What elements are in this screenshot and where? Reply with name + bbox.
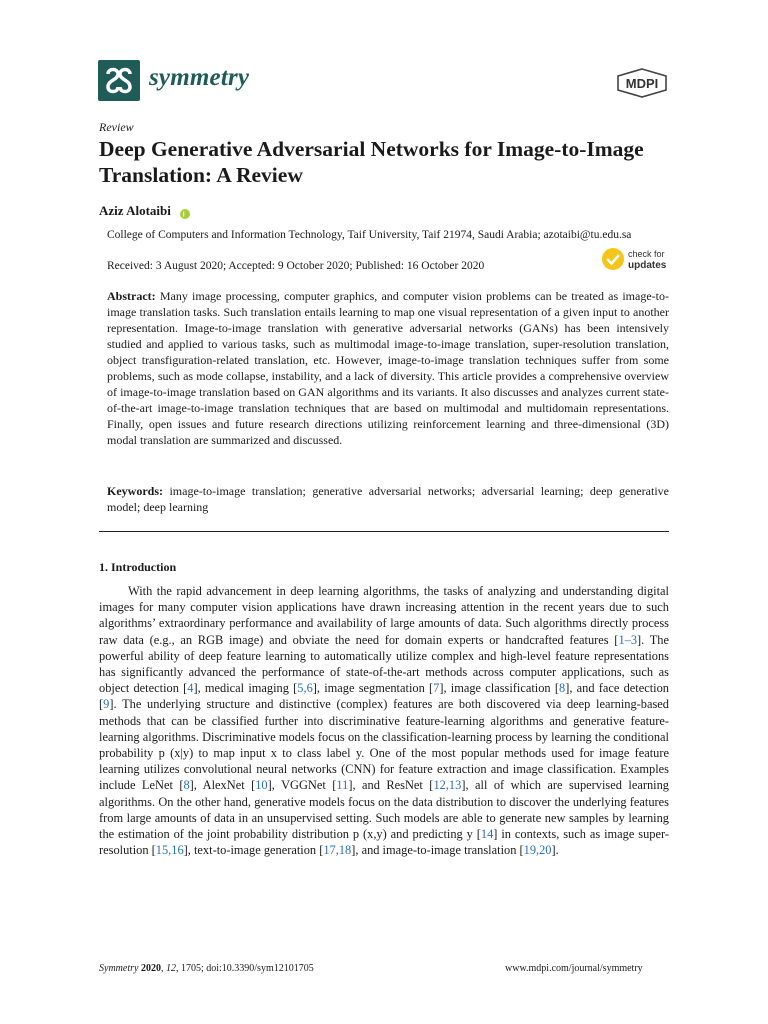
citation-link[interactable]: 17,18 [323, 843, 352, 858]
mdpi-logo-text: MDPI [625, 76, 659, 91]
citation-link[interactable]: 19,20 [523, 843, 552, 858]
citation-link[interactable]: 8 [558, 681, 566, 696]
body-text: ], all of which are supervised learning algorithms. On the other hand, generative models focus on the data distribution to discover the underlying features from large amounts of data in an unsupervised setting. Such models are able to generate new samples by learning the estimation of the joint probability distribution p (x,y) and predicting y [ [99, 778, 669, 842]
keywords-text: image-to-image translation; generative adversarial networks; adversarial learning; deep generative model; deep learning [107, 484, 669, 514]
abstract [107, 288, 669, 448]
check-updates-icon[interactable] [601, 247, 625, 276]
body-text: ], VGGNet [ [267, 778, 337, 793]
citation-link[interactable]: 14 [480, 827, 494, 842]
check-updates-line1: check for [628, 249, 665, 259]
section-divider [99, 531, 669, 532]
section-title: 1. Introduction [99, 560, 177, 574]
journal-logo-icon [98, 60, 140, 101]
citation-link[interactable]: 15,16 [155, 843, 184, 858]
body-text: ], image segmentation [ [312, 681, 434, 696]
citation-link[interactable]: 10 [255, 778, 268, 793]
keywords-label: Keywords: [107, 484, 163, 498]
orcid-icon[interactable] [180, 206, 190, 224]
body-text: ], medical imaging [ [193, 681, 298, 696]
citation-link[interactable]: 9 [103, 697, 110, 712]
body-text: ], and face detection [ [99, 681, 669, 712]
publication-dates: Received: 3 August 2020; Accepted: 9 October 2020; Published: 16 October 2020 [107, 260, 485, 272]
mdpi-logo-icon [615, 68, 669, 103]
citation-link[interactable]: 12,13 [433, 778, 462, 793]
footer-doi[interactable]: , 1705; doi:10.3390/sym12101705 [175, 963, 314, 974]
footer-year: 2020 [140, 963, 161, 974]
citation-link[interactable]: 5,6 [297, 681, 313, 696]
intro-paragraph [99, 583, 669, 858]
citation-link[interactable]: 11 [336, 778, 349, 793]
citation-link[interactable]: 1–3 [618, 632, 638, 647]
body-text: ], AlexNet [ [189, 778, 256, 793]
body-text: ]. The underlying structure and distinctive (complex) features are both discovered via deep learning-based methods that can be classified further into discriminative feature-learning algorithms and generative feature-learning algorithms. Discriminative models focus on the classification-learning process by learning the conditional probability p (x|y) to map input x to class label y. One of the most popular methods used for image feature learning utilizes convolutional neural networks (CNN) for feature extraction and image classification. Examples include LeNet [ [99, 697, 669, 793]
article-title: Deep Generative Adversarial Networks for Image-to-Image Translation: A Review [99, 137, 644, 187]
check-updates-button[interactable] [628, 249, 666, 271]
body-text: ], text-to-image generation [ [183, 843, 324, 858]
body-text: ], and image-to-image translation [ [351, 843, 524, 858]
author-affiliation: College of Computers and Information Technology, Taif University, Taif 21974, Saudi Arabia; azotaibi@tu.edu.sa [107, 229, 632, 241]
footer-journal: Symmetry [99, 963, 139, 974]
check-updates-line2: updates [628, 260, 667, 271]
body-text: ]. The powerful ability of deep feature learning to automatically utilize complex and high-level feature representations has significantly advanced the performance of state-of-the-art methods across computer applications, such as object detection [ [99, 632, 669, 696]
footer-url[interactable]: www.mdpi.com/journal/symmetry [505, 963, 643, 974]
citation-link[interactable]: 8 [183, 778, 190, 793]
journal-name: symmetry [149, 64, 250, 91]
body-text: With the rapid advancement in deep learning algorithms, the tasks of analyzing and understanding digital images for many computer vision applications have drawn increasing attention in the recent years due to such algorithms’ extraordinary performance and availability of large amounts of data. Such algorithms directly process raw data (e.g., an RGB image) and obviate the need for domain experts or handcrafted features [ [99, 584, 669, 647]
author-name[interactable]: Aziz Alotaibi [99, 203, 171, 218]
keywords [107, 483, 669, 515]
footer-citation: Symmetry 2020, 12, 1705; doi:10.3390/sym12101705 [99, 963, 314, 974]
article-type: Review [99, 120, 134, 134]
body-text: ] in contexts, such as image super-resolution [ [99, 827, 670, 858]
citation-link[interactable]: 4 [187, 681, 194, 696]
abstract-label: Abstract: [107, 289, 156, 303]
body-text: ], image classification [ [439, 681, 559, 696]
footer-volume: 12 [165, 963, 176, 974]
abstract-text: Many image processing, computer graphics, and computer vision problems can be treated as image-to-image translation tasks. Such translation entails learning to map one visual representation of a given input to another representation. Image-to-image translation with generative adversarial networks (GANs) has been intensively studied and applied to various tasks, such as multimodal image-to-image translation, super-resolution translation, object transfiguration-related translation, etc. However, image-to-image translation techniques suffer from some problems, such as mode collapse, instability, and a lack of diversity. This article provides a comprehensive overview of image-to-image translation based on GAN algorithms and its variants. It also discusses and analyzes current state-of-the-art image-to-image translation techniques that are based on multimodal and multidomain representations. Finally, open issues and future research directions utilizing reinforcement learning and three-dimensional (3D) modal translation are summarized and discussed. [107, 289, 669, 447]
citation-link[interactable]: 7 [433, 681, 440, 696]
body-text: ], and ResNet [ [348, 778, 434, 793]
body-text: ]. [551, 843, 559, 858]
